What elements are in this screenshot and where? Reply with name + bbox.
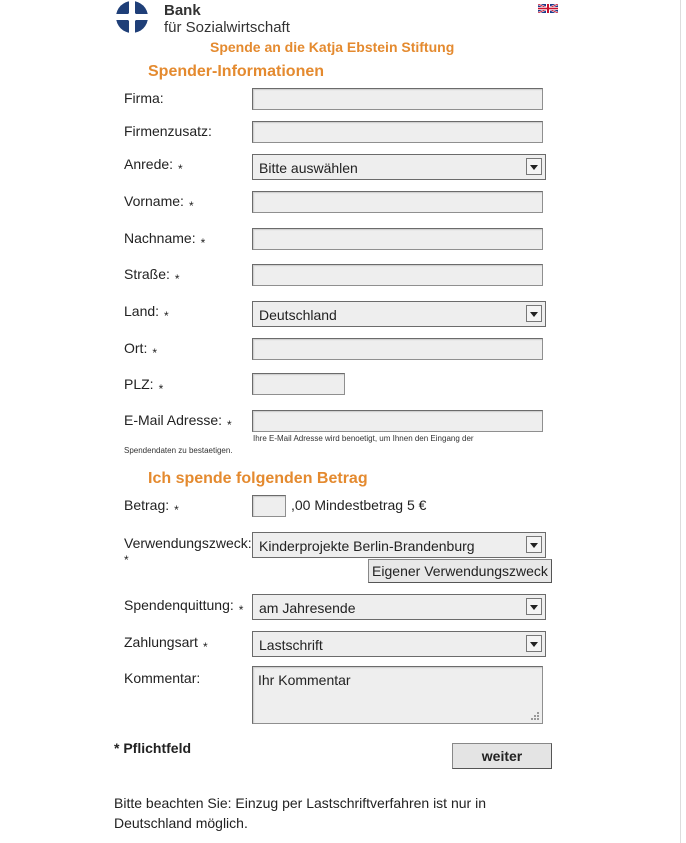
zahlungsart-label-text: Zahlungsart (124, 634, 198, 650)
email-field[interactable] (252, 410, 543, 432)
ort-label-text: Ort: (124, 340, 148, 356)
required-star: * (164, 309, 169, 323)
required-star: * (178, 162, 183, 176)
required-star: * (124, 553, 129, 567)
strasse-label (124, 266, 180, 286)
nachname-label (124, 230, 206, 250)
land-select[interactable] (252, 301, 546, 327)
chevron-down-icon (526, 598, 542, 615)
betrag-label (124, 497, 179, 517)
anrede-selected-value: Bitte auswählen (259, 160, 358, 176)
plz-label-text: PLZ: (124, 376, 154, 392)
plz-label (124, 376, 164, 396)
logo-mark-icon (112, 0, 152, 36)
land-selected-value: Deutschland (259, 307, 337, 323)
required-star: * (227, 418, 232, 432)
section-title-amount: Ich spende folgenden Betrag (148, 470, 368, 487)
kommentar-label: Kommentar: (124, 670, 201, 686)
email-label (124, 412, 232, 432)
notice-line1: Bitte beachten Sie: Einzug per Lastschriftverfahren ist nur in (114, 795, 486, 811)
firmenzusatz-field[interactable] (252, 121, 543, 143)
window-edge (680, 0, 681, 843)
notice-line2: Deutschland möglich. (114, 815, 248, 831)
ort-field[interactable] (252, 338, 543, 360)
spendenquittung-select[interactable] (252, 594, 546, 620)
required-star: * (152, 346, 158, 360)
kommentar-placeholder: Ihr Kommentar (258, 672, 351, 688)
nachname-field[interactable] (252, 228, 543, 250)
strasse-label-text: Straße: (124, 266, 170, 282)
vorname-label-text: Vorname: (124, 193, 184, 209)
spendenquittung-label-text: Spendenquittung: (124, 597, 234, 613)
bank-name-line1: Bank (164, 2, 201, 19)
language-en-flag-icon[interactable] (538, 0, 558, 9)
chevron-down-icon (526, 635, 542, 652)
own-purpose-button[interactable]: Eigener Verwendungszweck (368, 559, 552, 583)
email-hint-line2: Spendendaten zu bestaetigen. (124, 446, 233, 455)
required-star: * (174, 503, 179, 517)
bank-logo (112, 0, 152, 36)
chevron-down-icon (526, 158, 542, 175)
verwendungszweck-selected-value: Kinderprojekte Berlin-Brandenburg (259, 538, 475, 554)
required-star: * (188, 199, 194, 213)
required-star: * (158, 382, 164, 396)
verwendungszweck-label: Verwendungszweck: (124, 535, 252, 551)
firma-label: Firma: (124, 90, 164, 106)
betrag-label-text: Betrag: (124, 497, 170, 513)
chevron-down-icon (526, 536, 542, 553)
zahlungsart-selected-value: Lastschrift (259, 637, 323, 653)
required-star: * (200, 236, 206, 250)
bank-name-line2: für Sozialwirtschaft (164, 19, 290, 36)
anrede-select[interactable] (252, 154, 546, 180)
zahlungsart-label (124, 634, 208, 654)
anrede-label (124, 156, 183, 176)
plz-field[interactable] (252, 373, 345, 395)
strasse-field[interactable] (252, 264, 543, 286)
ort-label (124, 340, 158, 360)
kommentar-textarea[interactable] (252, 666, 543, 724)
spendenquittung-selected-value: am Jahresende (259, 600, 356, 616)
zahlungsart-select[interactable] (252, 631, 546, 657)
vorname-field[interactable] (252, 191, 543, 213)
firma-field[interactable] (252, 88, 543, 110)
email-label-text: E-Mail Adresse: (124, 412, 223, 428)
betrag-field[interactable] (252, 495, 286, 517)
land-label (124, 303, 169, 323)
anrede-label-text: Anrede: (124, 156, 174, 172)
firmenzusatz-label: Firmenzusatz: (124, 123, 212, 139)
resize-grip-icon[interactable] (528, 709, 540, 721)
email-hint-line1: Ihre E-Mail Adresse wird benoetigt, um Ihnen den Eingang der (253, 434, 474, 443)
required-star: * (174, 272, 180, 286)
nachname-label-text: Nachname: (124, 230, 196, 246)
page-subtitle: Spende an die Katja Ebstein Stiftung (210, 39, 455, 55)
verwendungszweck-select[interactable] (252, 532, 546, 558)
weiter-button[interactable]: weiter (452, 743, 552, 769)
required-star: * (202, 640, 208, 654)
land-label-text: Land: (124, 303, 160, 319)
vorname-label (124, 193, 194, 213)
betrag-suffix: ,00 Mindestbetrag 5 € (291, 497, 427, 513)
required-field-note: * Pflichtfeld (114, 740, 192, 756)
chevron-down-icon (526, 305, 542, 322)
section-title-donor: Spender-Informationen (148, 63, 325, 80)
required-star: * (238, 603, 244, 617)
spendenquittung-label (124, 597, 244, 617)
